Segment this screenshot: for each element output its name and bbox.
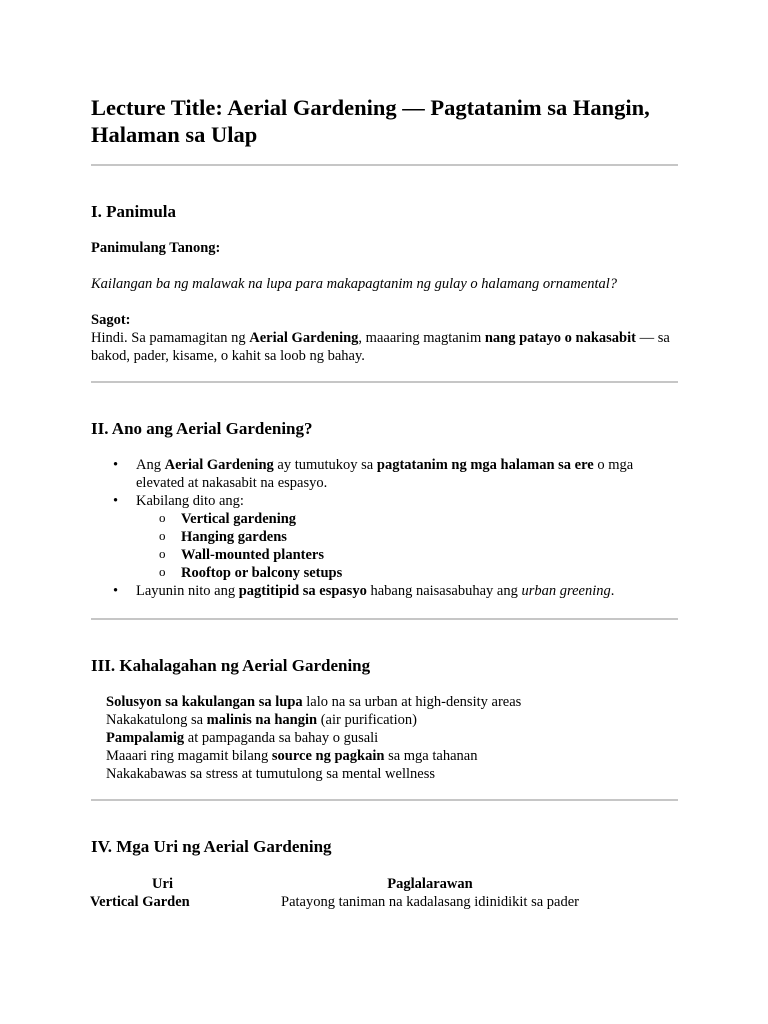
circle-bullet-icon: o: [159, 510, 166, 525]
answer-text-part: , maaaring magtanim: [358, 330, 485, 346]
importance-bold-term: Pampalamig: [106, 730, 185, 746]
list-bold-term: pagtitipid sa espasyo: [238, 583, 367, 599]
lecture-title: Lecture Title: Aerial Gardening — Pagtatanim sa Hangin, Halaman sa Ulap: [91, 95, 650, 147]
answer-text-part: Hindi. Sa pamamagitan ng: [91, 330, 250, 346]
sub-list-item: [136, 546, 671, 564]
list-bold-term: pagtatanim ng mga halaman sa ere: [376, 457, 594, 473]
divider: [91, 164, 678, 166]
section-heading-panimula: I. Panimula: [91, 202, 177, 221]
types-table: [90, 875, 625, 911]
sub-item-label: Hanging gardens: [181, 529, 287, 545]
answer-text-part: — sa bakod, pader, kisame, o kahit sa loob ng bahay.: [91, 330, 670, 364]
answer-text: [91, 329, 686, 365]
importance-item: [106, 729, 686, 747]
table-cell-type: Vertical Garden: [90, 894, 190, 910]
answer-bold-term: Aerial Gardening: [249, 330, 359, 346]
table-header-row: [90, 875, 625, 893]
importance-list: [106, 693, 686, 783]
importance-bold-term: Solusyon sa kakulangan sa lupa: [106, 694, 303, 710]
list-item: [91, 456, 671, 492]
sub-item-label: Vertical gardening: [181, 511, 297, 527]
importance-text: lalo na sa urban at high-density areas: [302, 694, 522, 710]
definition-list: [91, 456, 671, 600]
list-item: [91, 492, 671, 582]
table-row: [90, 893, 625, 911]
importance-item: [106, 747, 686, 765]
importance-item: Nakakabawas sa stress at tumutulong sa mental wellness: [106, 766, 435, 782]
sub-item-label: Rooftop or balcony setups: [181, 565, 343, 581]
section-heading-ano-ang: II. Ano ang Aerial Gardening?: [91, 419, 313, 438]
list-item: [91, 582, 671, 600]
divider: [91, 381, 678, 383]
bullet-icon: •: [113, 583, 119, 599]
sub-list: [136, 510, 671, 582]
answer-bold-term: nang patayo o nakasabit: [484, 330, 636, 346]
list-text: Kabilang dito ang:: [136, 493, 244, 509]
table-cell-description: Patayong taniman na kadalasang idinidikit sa pader: [281, 894, 579, 910]
circle-bullet-icon: o: [159, 546, 166, 561]
list-bold-term: Aerial Gardening: [164, 457, 274, 473]
importance-bold-term: source ng pagkain: [271, 748, 385, 764]
importance-bold-term: malinis na hangin: [206, 712, 318, 728]
importance-item: [106, 693, 686, 711]
column-header-uri: Uri: [152, 876, 173, 892]
list-italic-term: urban greening: [521, 583, 611, 599]
list-text-part: .: [610, 583, 615, 599]
sub-list-item: [136, 528, 671, 546]
circle-bullet-icon: o: [159, 564, 166, 579]
importance-text: Maaari ring magamit bilang: [106, 748, 272, 764]
importance-item: [106, 711, 686, 729]
list-text-part: Ang: [136, 457, 165, 473]
importance-text: (air purification): [317, 712, 417, 728]
sub-list-item: [136, 564, 671, 582]
column-header-paglalarawan: Paglalarawan: [387, 876, 473, 892]
bullet-icon: •: [113, 493, 119, 509]
circle-bullet-icon: o: [159, 528, 166, 543]
section-heading-kahalagahan: III. Kahalagahan ng Aerial Gardening: [91, 656, 371, 675]
question-label: Panimulang Tanong:: [91, 240, 221, 256]
answer-label: Sagot:: [91, 312, 131, 328]
list-text-part: ay tumutukoy sa: [273, 457, 377, 473]
importance-text: Nakakatulong sa: [106, 712, 207, 728]
divider: [91, 618, 678, 620]
list-text-part: habang naisasabuhay ang: [366, 583, 522, 599]
importance-text: sa mga tahanan: [384, 748, 478, 764]
sub-list-item: [136, 510, 671, 528]
bullet-icon: •: [113, 457, 119, 473]
section-heading-mga-uri: IV. Mga Uri ng Aerial Gardening: [91, 837, 332, 856]
list-text-part: Layunin nito ang: [136, 583, 239, 599]
list-text-part: o mga elevated at nakasabit na espasyo.: [136, 457, 634, 491]
divider: [91, 799, 678, 801]
opening-question: Kailangan ba ng malawak na lupa para makapagtanim ng gulay o halamang ornamental?: [91, 276, 618, 292]
sub-item-label: Wall-mounted planters: [181, 547, 324, 563]
importance-text: at pampaganda sa bahay o gusali: [184, 730, 379, 746]
